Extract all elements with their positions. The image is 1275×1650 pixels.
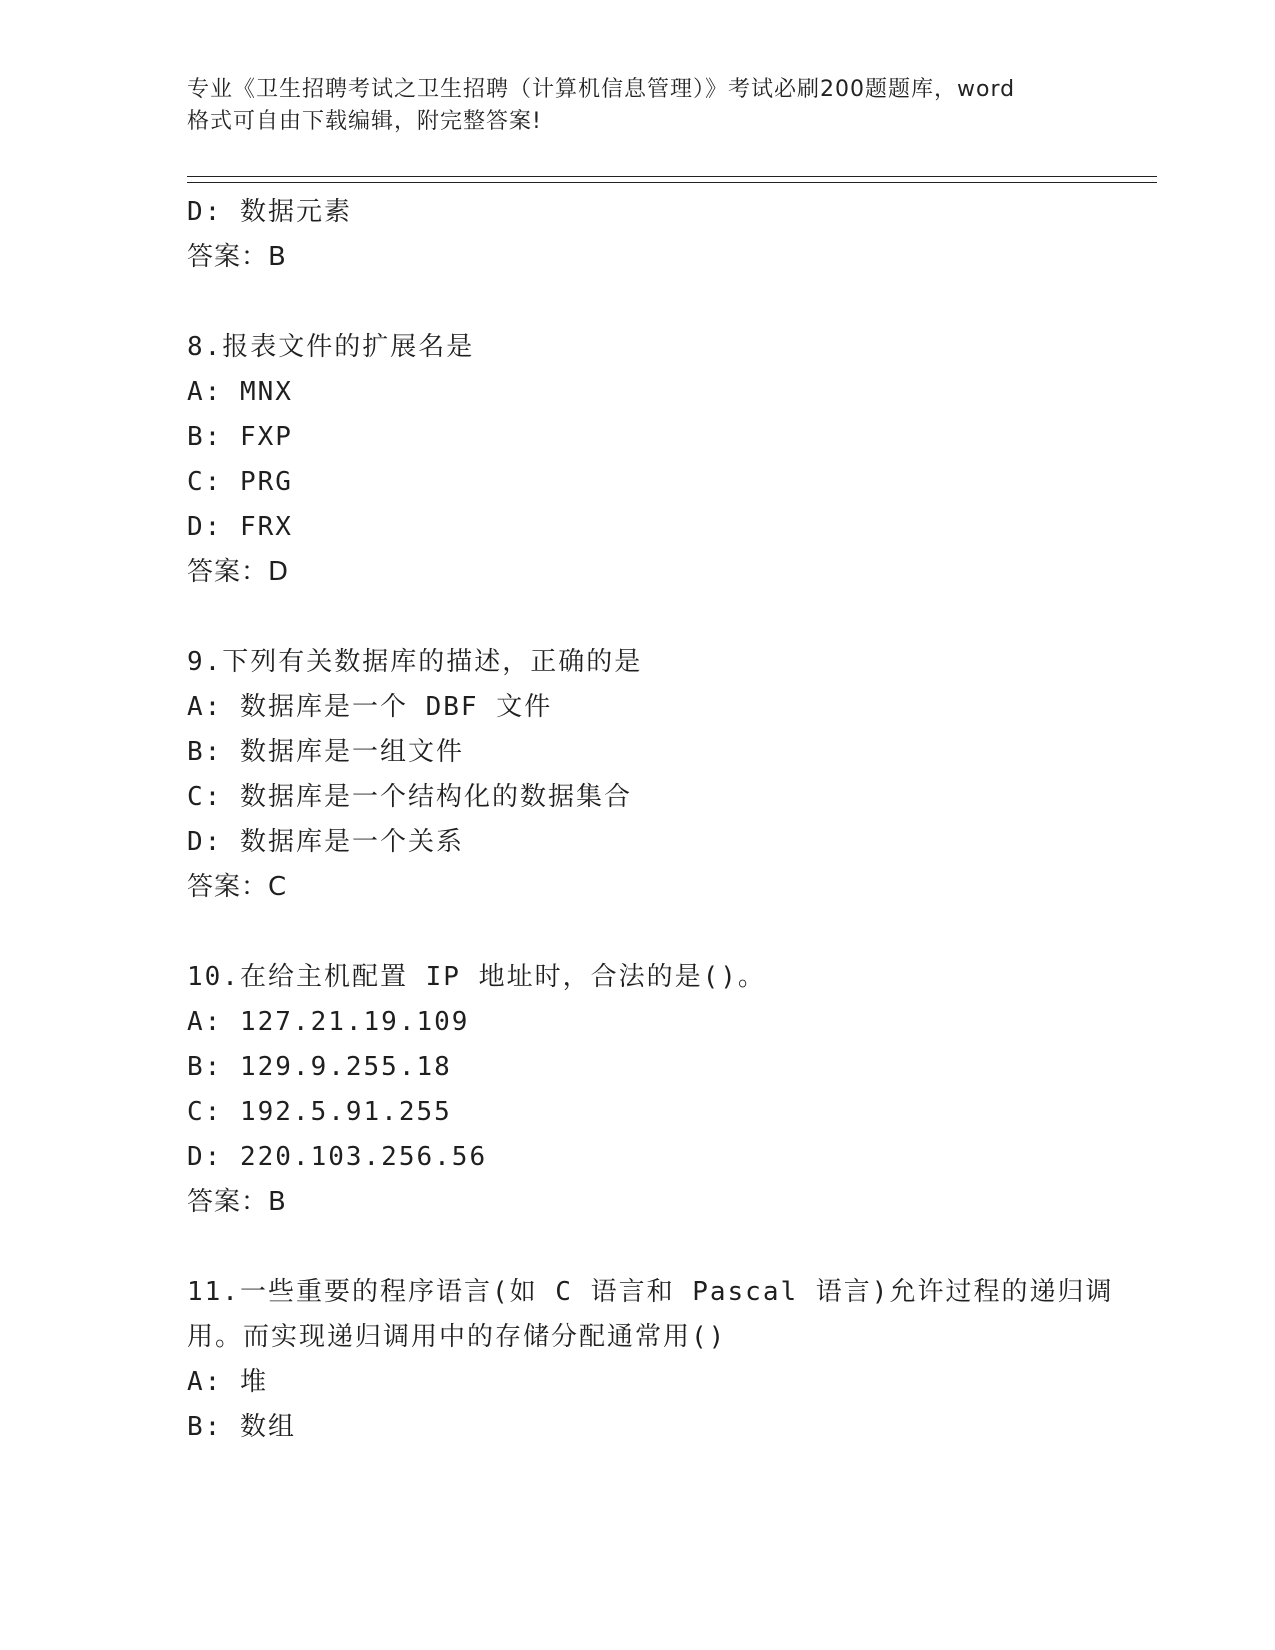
answer-line: 答案：B	[187, 242, 287, 272]
option-d: D: 220.103.256.56	[187, 1142, 488, 1172]
page-header	[187, 74, 1087, 138]
spacer	[187, 595, 1147, 640]
option-a: A: 数据库是一个 DBF 文件	[187, 692, 553, 722]
question-stem-line-1: 11.一些重要的程序语言(如 C 语言和 Pascal 语言)允许过程的递归调	[187, 1277, 1114, 1307]
option-b: B: 数据库是一组文件	[187, 737, 464, 767]
question-7-tail	[187, 190, 1147, 280]
spacer	[187, 910, 1147, 955]
question-10	[187, 955, 1147, 1225]
option-c: C: 数据库是一个结构化的数据集合	[187, 782, 632, 812]
header-divider	[187, 176, 1157, 183]
header-title-line-1: 专业《卫生招聘考试之卫生招聘（计算机信息管理）》考试必刷200题题库，word	[187, 77, 1016, 102]
question-list	[187, 190, 1147, 1450]
option-b: B: 数组	[187, 1412, 296, 1442]
answer-line: 答案：D	[187, 557, 290, 587]
answer-line: 答案：C	[187, 872, 288, 902]
question-11	[187, 1270, 1147, 1450]
option-d: D: 数据元素	[187, 197, 352, 227]
option-c: C: PRG	[187, 467, 293, 497]
question-stem: 10.在给主机配置 IP 地址时，合法的是()。	[187, 962, 766, 992]
option-a: A: 堆	[187, 1367, 268, 1397]
answer-line: 答案：B	[187, 1187, 287, 1217]
option-a: A: MNX	[187, 377, 293, 407]
header-title-line-2: 格式可自由下载编辑，附完整答案!	[187, 109, 542, 134]
option-b: B: FXP	[187, 422, 293, 452]
question-stem-line-2: 用。而实现递归调用中的存储分配通常用()	[187, 1322, 727, 1352]
question-8	[187, 325, 1147, 595]
question-stem: 9.下列有关数据库的描述，正确的是	[187, 647, 643, 677]
spacer	[187, 1225, 1147, 1270]
option-b: B: 129.9.255.18	[187, 1052, 452, 1082]
spacer	[187, 280, 1147, 325]
option-d: D: 数据库是一个关系	[187, 827, 464, 857]
option-c: C: 192.5.91.255	[187, 1097, 452, 1127]
question-stem: 8.报表文件的扩展名是	[187, 332, 475, 362]
question-9	[187, 640, 1147, 910]
option-d: D: FRX	[187, 512, 293, 542]
option-a: A: 127.21.19.109	[187, 1007, 470, 1037]
